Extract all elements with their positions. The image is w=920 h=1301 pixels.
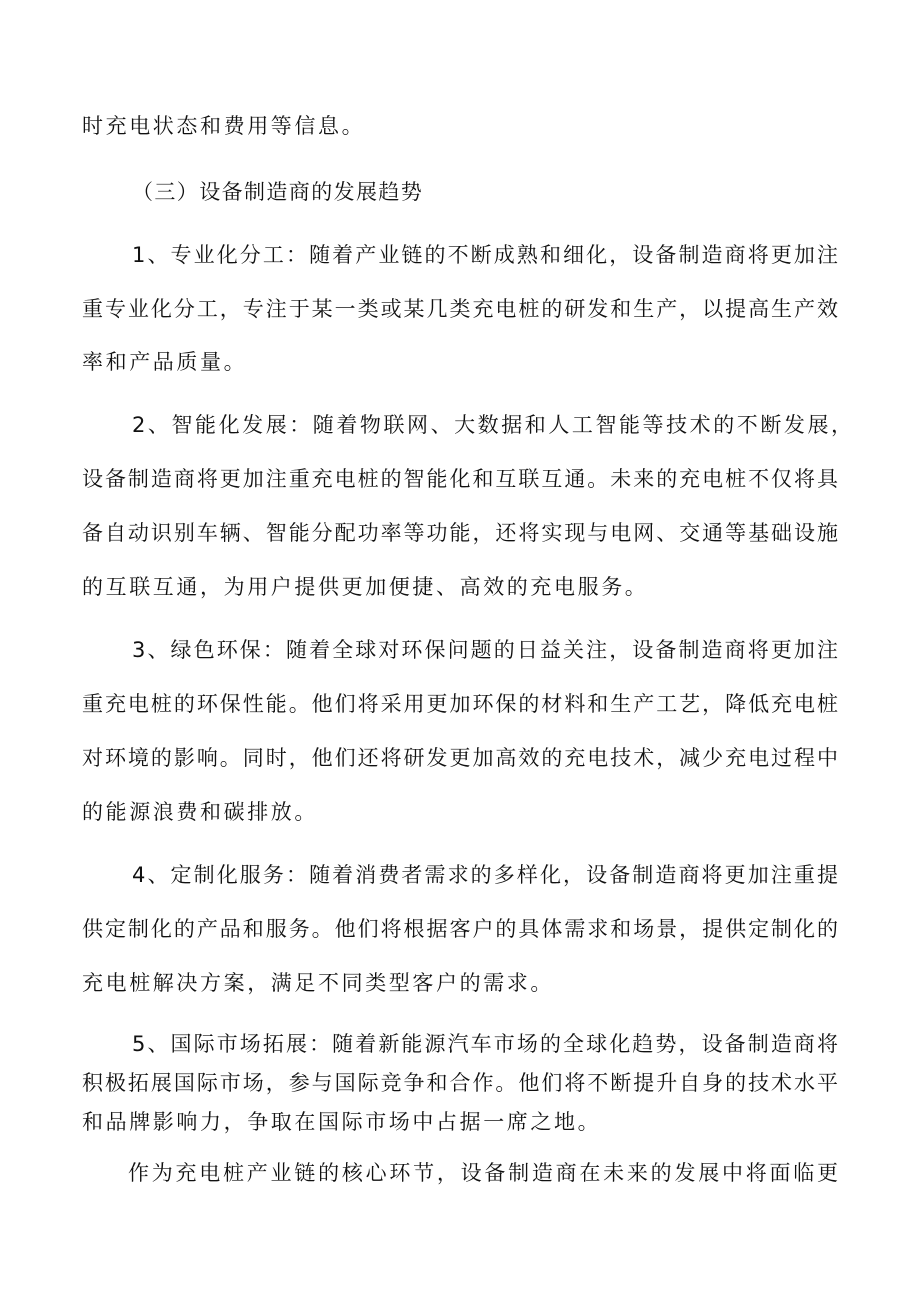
paragraph-line: 重充电桩的环保性能。他们将采用更加环保的材料和生产工艺，降低充电桩 bbox=[82, 692, 838, 716]
paragraph-line: 4、定制化服务：随着消费者需求的多样化，设备制造商将更加注重提 bbox=[132, 863, 838, 887]
paragraph-line: 和品牌影响力，争取在国际市场中占据一席之地。 bbox=[82, 1110, 602, 1134]
paragraph-line: 重专业化分工，专注于某一类或某几类充电桩的研发和生产，以提高生产效 bbox=[82, 297, 838, 321]
paragraph-line: 作为充电桩产业链的核心环节，设备制造商在未来的发展中将面临更 bbox=[128, 1161, 838, 1185]
paragraph-line: 设备制造商将更加注重充电桩的智能化和互联互通。未来的充电桩不仅将具 bbox=[82, 467, 838, 491]
paragraph-line: 的能源浪费和碳排放。 bbox=[82, 800, 318, 824]
paragraph-line: 积极拓展国际市场，参与国际竞争和合作。他们将不断提升自身的技术水平 bbox=[82, 1071, 838, 1095]
paragraph-line: 备自动识别车辆、智能分配功率等功能，还将实现与电网、交通等基础设施 bbox=[82, 521, 838, 545]
paragraph-line: 1、专业化分工：随着产业链的不断成熟和细化，设备制造商将更加注 bbox=[132, 243, 838, 267]
paragraph-line: 时充电状态和费用等信息。 bbox=[82, 114, 366, 138]
paragraph-line: 充电桩解决方案，满足不同类型客户的需求。 bbox=[82, 971, 554, 995]
paragraph-line: 5、国际市场拓展：随着新能源汽车市场的全球化趋势，设备制造商将 bbox=[132, 1032, 838, 1056]
paragraph-line: 率和产品质量。 bbox=[82, 350, 248, 374]
paragraph-line: 供定制化的产品和服务。他们将根据客户的具体需求和场景，提供定制化的 bbox=[82, 917, 838, 941]
paragraph-line: 3、绿色环保：随着全球对环保问题的日益关注，设备制造商将更加注 bbox=[132, 638, 838, 662]
section-heading: （三）设备制造商的发展趋势 bbox=[132, 180, 424, 204]
paragraph-line: 的互联互通，为用户提供更加便捷、高效的充电服务。 bbox=[82, 575, 649, 599]
paragraph-line: 对环境的影响。同时，他们还将研发更加高效的充电技术，减少充电过程中 bbox=[82, 746, 838, 770]
paragraph-line: 2、智能化发展：随着物联网、大数据和人工智能等技术的不断发展， bbox=[132, 413, 852, 437]
